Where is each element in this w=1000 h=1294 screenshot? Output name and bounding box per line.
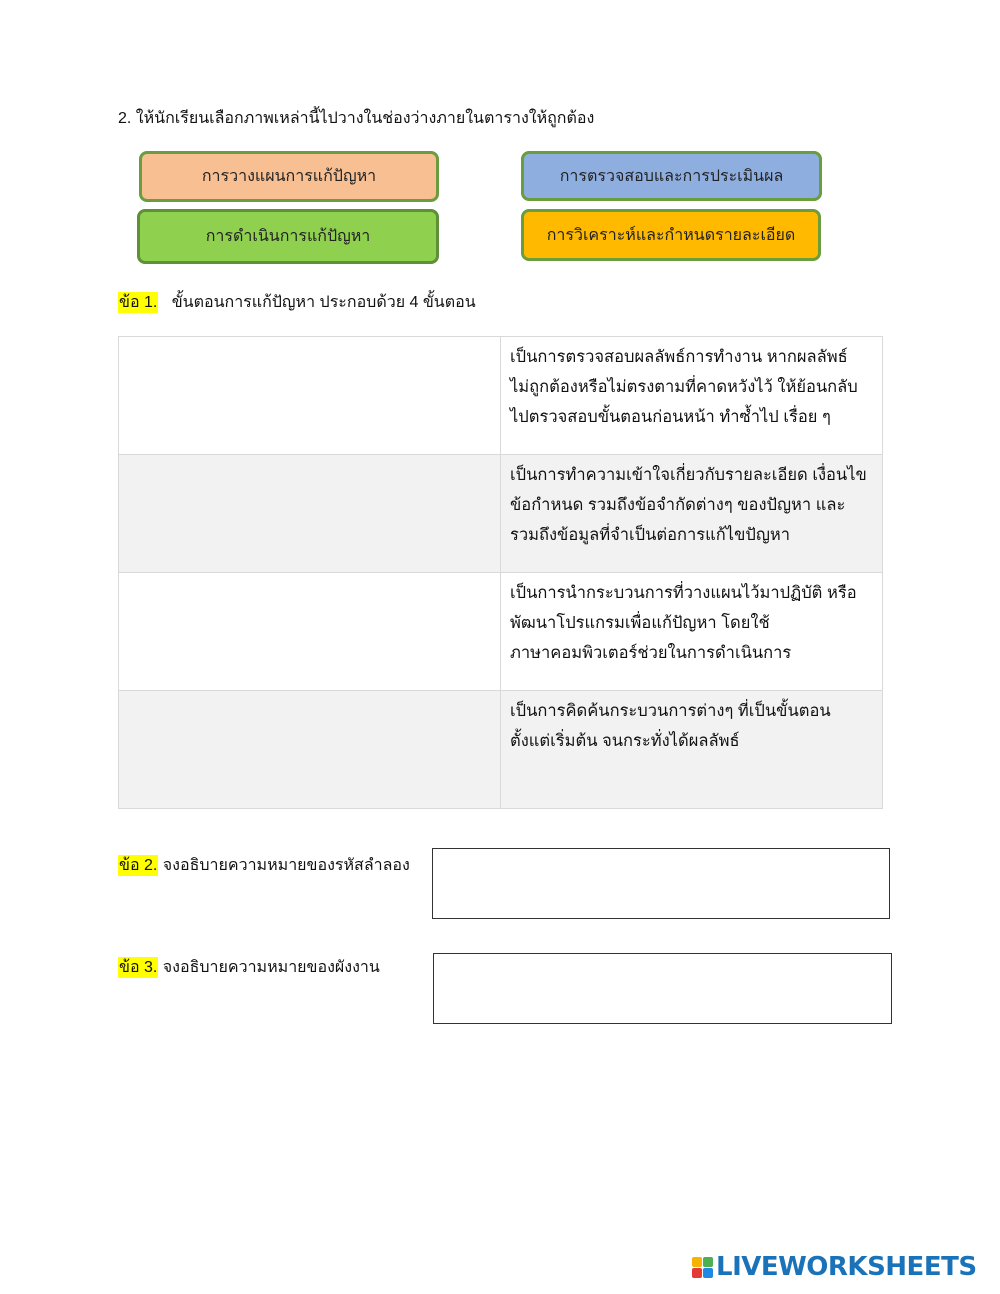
table-row	[119, 337, 883, 455]
table-row	[119, 455, 883, 573]
question-3-number: ข้อ 3.	[119, 959, 158, 976]
drop-slot-1[interactable]	[119, 337, 501, 455]
logo-blocks-icon	[692, 1257, 713, 1278]
steps-table	[118, 336, 883, 809]
step-description-2	[501, 455, 883, 573]
draggable-chip-execution[interactable]: การดำเนินการแก้ปัญหา	[137, 209, 439, 264]
question-2	[118, 853, 410, 878]
description-line: ไม่ถูกต้องหรือไม่ตรงตามที่คาดหวังไว้ ให้ย้อนกลับ	[510, 378, 858, 396]
step-description-4	[501, 691, 883, 809]
question-3	[118, 955, 380, 980]
draggable-chip-evaluation[interactable]: การตรวจสอบและการประเมินผล	[521, 151, 822, 201]
description-line: ตั้งแต่เริ่มต้น จนกระทั่งได้ผลลัพธ์	[510, 732, 740, 750]
answer-2-textbox[interactable]	[432, 848, 890, 919]
drop-slot-3[interactable]	[119, 573, 501, 691]
step-description-3	[501, 573, 883, 691]
instruction-text: 2. ให้นักเรียนเลือกภาพเหล่านี้ไปวางในช่องว่างภายในตารางให้ถูกต้อง	[118, 110, 595, 127]
description-line: ไปตรวจสอบขั้นตอนก่อนหน้า ทำซ้ำไป เรื่อย ๆ	[510, 408, 831, 426]
description-line: พัฒนาโปรแกรมเพื่อแก้ปัญหา โดยใช้	[510, 614, 770, 632]
answer-3-textbox[interactable]	[433, 953, 892, 1024]
description-line: รวมถึงข้อมูลที่จำเป็นต่อการแก้ไขปัญหา	[510, 526, 791, 544]
drop-slot-2[interactable]	[119, 455, 501, 573]
drop-slot-4[interactable]	[119, 691, 501, 809]
description-line: เป็นการทำความเข้าใจเกี่ยวกับรายละเอียด เงื่อนไข	[510, 466, 867, 484]
question-2-text: จงอธิบายความหมายของรหัสลำลอง	[162, 857, 410, 874]
table-row	[119, 691, 883, 809]
question-1-text: ขั้นตอนการแก้ปัญหา ประกอบด้วย 4 ขั้นตอน	[171, 294, 476, 311]
draggable-chip-planning[interactable]: การวางแผนการแก้ปัญหา	[139, 151, 439, 202]
description-line: เป็นการตรวจสอบผลลัพธ์การทำงาน หากผลลัพธ์	[510, 348, 848, 366]
table-row	[119, 573, 883, 691]
question-3-text: จงอธิบายความหมายของผังงาน	[162, 959, 380, 976]
description-line: ข้อกำหนด รวมถึงข้อจำกัดต่างๆ ของปัญหา และ	[510, 496, 846, 514]
question-1	[118, 290, 476, 315]
step-description-1	[501, 337, 883, 455]
draggable-chip-analysis[interactable]: การวิเคราะห์และกำหนดรายละเอียด	[521, 209, 821, 261]
logo-text: LIVEWORKSHEETS	[716, 1252, 977, 1282]
liveworksheets-logo	[692, 1252, 977, 1282]
description-line: เป็นการคิดค้นกระบวนการต่างๆ ที่เป็นขั้นตอน	[510, 702, 831, 720]
description-line: เป็นการนำกระบวนการที่วางแผนไว้มาปฏิบัติ หรือ	[510, 584, 857, 602]
question-2-number: ข้อ 2.	[119, 857, 158, 874]
question-1-number: ข้อ 1.	[119, 294, 158, 311]
description-line: ภาษาคอมพิวเตอร์ช่วยในการดำเนินการ	[510, 644, 792, 662]
